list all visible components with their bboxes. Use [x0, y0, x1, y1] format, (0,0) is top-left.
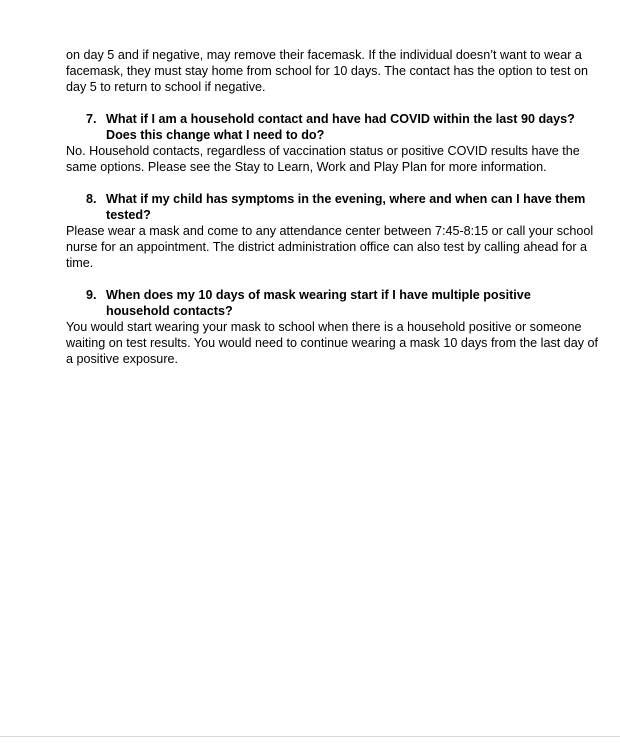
faq-answer-line: nurse for an appointment. The district administration office can also test by calling ahead for a [66, 240, 588, 254]
faq-question-line [86, 111, 586, 127]
faq-answer-7 [66, 143, 590, 175]
faq-answer-line: time. [66, 256, 94, 270]
intro-line: facemask, they must stay home from school for 10 days. The contact has the option to test on [66, 64, 588, 78]
faq-question-line: Does this change what I need to do? [106, 128, 325, 142]
page-bottom-edge [0, 736, 620, 737]
faq-answer-line: You would start wearing your mask to school when there is a household positive or someone [66, 320, 582, 334]
faq-question-line [86, 191, 586, 207]
intro-line: on day 5 and if negative, may remove their facemask. If the individual doesn’t want to wear a [66, 48, 582, 62]
faq-number: 8. [86, 192, 97, 206]
faq-question-line: tested? [106, 208, 151, 222]
faq-question-9 [86, 287, 586, 319]
faq-question-line: household contacts? [106, 304, 233, 318]
faq-question-text: What if I am a household contact and have had COVID within the last 90 days? [106, 112, 575, 126]
faq-answer-8 [66, 223, 594, 271]
faq-answer-line: Please wear a mask and come to any attendance center between 7:45-8:15 or call your school [66, 224, 594, 238]
faq-number: 7. [86, 112, 97, 126]
faq-number: 9. [86, 288, 97, 302]
intro-paragraph [66, 47, 590, 95]
faq-question-8 [86, 191, 586, 223]
faq-question-text: When does my 10 days of mask wearing start if I have multiple positive [106, 288, 531, 302]
faq-question-text: What if my child has symptoms in the evening, where and when can I have them [106, 192, 586, 206]
faq-answer-line: a positive exposure. [66, 352, 179, 366]
faq-answer-9 [66, 319, 599, 367]
faq-answer-line: No. Household contacts, regardless of vaccination status or positive COVID results have the [66, 144, 580, 158]
faq-question-7 [86, 111, 586, 143]
faq-question-line [86, 287, 586, 303]
faq-answer-line: same options. Please see the Stay to Learn, Work and Play Plan for more information. [66, 160, 547, 174]
intro-line: day 5 to return to school if negative. [66, 80, 266, 94]
faq-answer-line: waiting on test results. You would need to continue wearing a mask 10 days from the last day of [66, 336, 599, 350]
